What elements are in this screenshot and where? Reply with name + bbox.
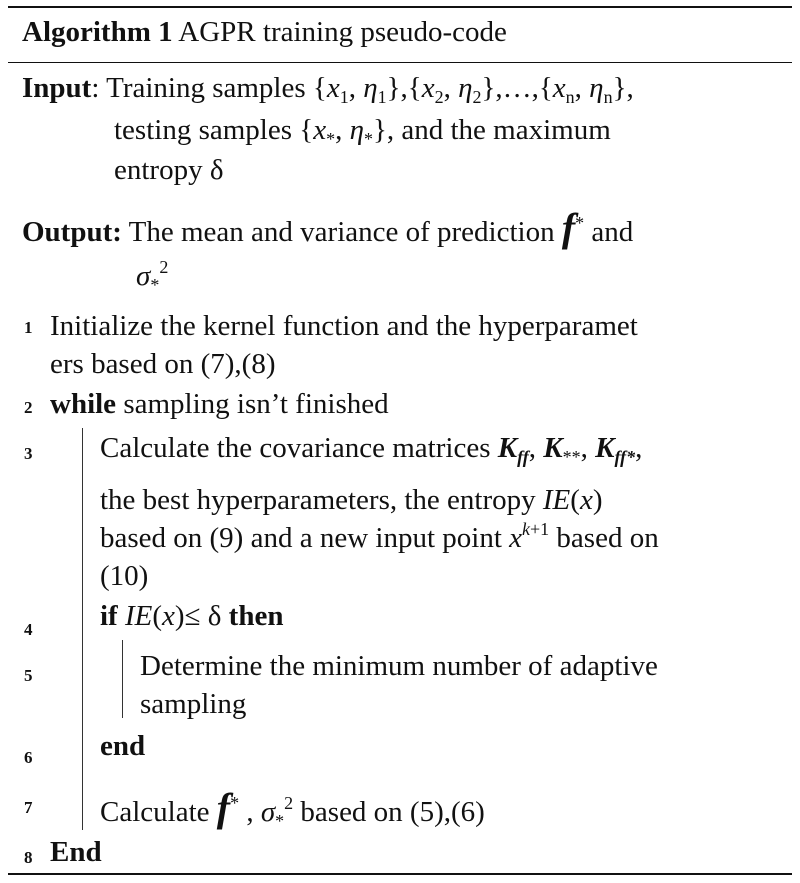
while-indent-bar <box>82 428 83 830</box>
step-3-line-c: based on (9) and a new input point $x^{k+1}$ based on <box>100 519 659 554</box>
output-label: Output: <box>22 216 122 248</box>
line-number: 3 <box>24 444 33 463</box>
output-line-1: Output: The mean and variance of prediction f* and <box>22 205 634 250</box>
step-3-line-b: the best hyperparameters, the entropy IE(x) <box>100 484 603 516</box>
input-text-2: testing samples <box>114 114 293 146</box>
if-indent-bar <box>122 640 123 718</box>
input-line-1: Input: Training samples {$x_1$, $\eta_1\},\{x_2$, $\eta_2\},\dots,\{x_n$, $\eta_n$}, <box>22 72 634 107</box>
step-1-line-a: Initialize the kernel function and the hyperparamet <box>50 310 638 342</box>
step-1-line-b: ers based on (7),(8) <box>50 348 276 380</box>
line-number: 5 <box>24 666 33 685</box>
algorithm-header <box>22 18 507 47</box>
output-text: The mean and variance of prediction <box>128 216 555 248</box>
input-line-3 <box>114 156 224 185</box>
line-number: 7 <box>24 798 33 817</box>
top-rule <box>8 6 792 8</box>
line-number: 6 <box>24 748 33 767</box>
input-text-3: entropy δ <box>114 154 224 186</box>
keyword-end-final: End <box>50 836 102 868</box>
output-line-2: $\sigma_*^2$ <box>136 257 169 295</box>
keyword-if: if <box>100 600 118 632</box>
step-6 <box>100 732 145 761</box>
algorithm-block <box>8 0 792 883</box>
input-label: Input <box>22 72 92 104</box>
step-3-line-a: Calculate the covariance matrices $K_{ff}$, $K_{**}$, $K_{ff*}$, <box>100 432 643 467</box>
step-7: Calculate f* , $\sigma_*^2$ based on (5),(6) <box>100 785 485 831</box>
line-number: 4 <box>24 620 33 639</box>
keyword-then: then <box>228 600 284 632</box>
input-text-1: Training samples <box>106 72 306 104</box>
step-4: if IE(x)≤ δ then <box>100 600 284 632</box>
algorithm-label: Algorithm 1 <box>22 16 173 48</box>
header-rule <box>8 62 792 63</box>
step-3-line-d: (10) <box>100 560 149 592</box>
step-2: while sampling isn’t finished <box>50 388 389 420</box>
line-number: 1 <box>24 318 33 337</box>
line-number: 8 <box>24 848 33 867</box>
line-number: 2 <box>24 398 33 417</box>
keyword-while: while <box>50 388 117 420</box>
step-8 <box>50 838 102 867</box>
input-line-2: testing samples {$x_*$, $\eta_*$}, and the maximum <box>114 114 611 149</box>
step-5-line-b: sampling <box>140 688 247 720</box>
algorithm-title: AGPR training pseudo-code <box>178 16 507 48</box>
step-5-line-a: Determine the minimum number of adaptive <box>140 650 658 682</box>
bottom-rule <box>8 873 792 875</box>
keyword-end: end <box>100 730 146 762</box>
